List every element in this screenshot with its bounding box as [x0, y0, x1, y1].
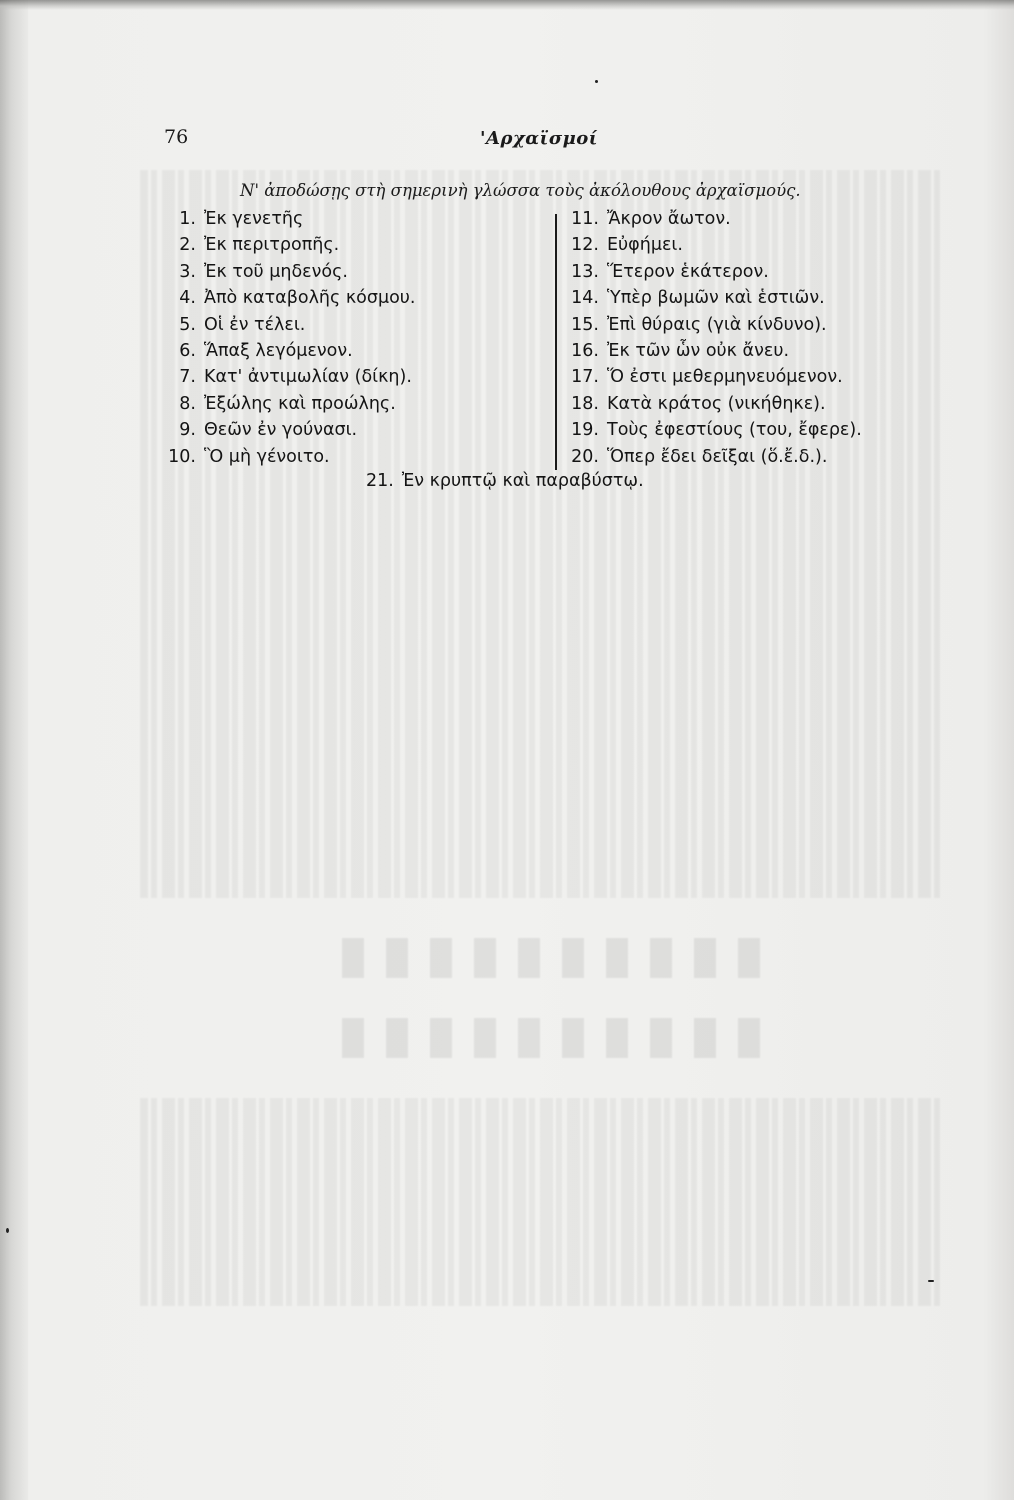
list-item-final	[366, 471, 644, 491]
list-item	[563, 391, 862, 417]
list-item	[160, 206, 416, 232]
item-text: Κατὰ κράτος (νικήθηκε).	[607, 393, 826, 414]
item-text: Ἀπὸ καταβολῆς κόσμου.	[204, 288, 416, 309]
item-text: Τοὺς ἐφεστίους (του, ἔφερε).	[607, 420, 862, 441]
list-item	[563, 417, 862, 443]
item-text: Ἐν κρυπτῷ καὶ παραβύστῳ.	[401, 471, 644, 491]
item-number: 1.	[179, 209, 196, 229]
item-text: Εὐφήμει.	[607, 235, 683, 256]
print-speck	[928, 1280, 934, 1282]
item-number: 16.	[571, 341, 599, 362]
item-number: 6.	[179, 341, 196, 362]
item-text: Ἅπαξ λεγόμενον.	[204, 341, 353, 362]
item-number: 9.	[179, 420, 196, 441]
item-number: 4.	[179, 288, 196, 309]
list-item	[160, 232, 416, 258]
item-number: 19.	[571, 420, 599, 441]
items-right-column	[563, 206, 862, 470]
column-divider	[555, 214, 557, 470]
list-item	[563, 285, 862, 311]
page-number: 76	[164, 126, 189, 148]
item-text: Ἕτερον ἑκάτερον.	[607, 261, 769, 282]
list-item	[563, 232, 862, 258]
item-text: Ἐκ περιτροπῆς.	[204, 235, 340, 256]
list-item	[160, 338, 416, 364]
item-number: 21.	[366, 471, 394, 491]
item-text: Κατ' ἀντιμωλίαν (δίκη).	[204, 367, 412, 388]
running-title: 'Αρχαϊσμοί	[480, 128, 599, 149]
list-item	[563, 338, 862, 364]
list-item	[160, 259, 416, 285]
item-number: 3.	[179, 261, 196, 282]
list-item	[563, 444, 862, 470]
item-number: 18.	[571, 393, 599, 414]
item-number: 12.	[571, 235, 599, 256]
list-item	[563, 259, 862, 285]
item-number: 2.	[179, 235, 196, 256]
list-item	[563, 364, 862, 390]
item-number: 17.	[571, 367, 599, 388]
page-top-edge-shadow	[0, 0, 1014, 10]
item-text: Ὑπὲρ βωμῶν καὶ ἑστιῶν.	[607, 288, 825, 309]
print-speck	[595, 80, 598, 83]
list-item	[160, 285, 416, 311]
list-item	[563, 206, 862, 232]
item-text: Ἄκρον ἄωτον.	[607, 209, 731, 229]
print-speck	[6, 1228, 9, 1233]
list-item	[160, 312, 416, 338]
item-number: 20.	[571, 446, 599, 467]
item-text: Ὅ ἐστι μεθερμηνευόμενον.	[607, 367, 843, 388]
item-text: Ὃ μὴ γένοιτο.	[204, 446, 330, 467]
list-item	[160, 391, 416, 417]
item-number: 5.	[179, 314, 196, 335]
list-item	[563, 312, 862, 338]
item-number: 14.	[571, 288, 599, 309]
list-item	[160, 417, 416, 443]
item-text: Ἐπὶ θύραις (γιὰ κίνδυνο).	[607, 314, 827, 335]
item-number: 8.	[179, 393, 196, 414]
item-number: 10.	[168, 446, 196, 467]
exercise-instruction: Ν' ἀποδώσῃς στὴ σημερινὴ γλώσσα τοὺς ἀκόλουθους ἀρχαϊσμούς.	[240, 181, 801, 200]
item-text: Ἐκ τοῦ μηδενός.	[204, 261, 348, 282]
list-item	[160, 444, 416, 470]
item-number: 13.	[571, 261, 599, 282]
item-text: Ὅπερ ἔδει δεῖξαι (ὅ.ἔ.δ.).	[607, 446, 828, 467]
item-number: 11.	[571, 209, 599, 229]
item-number: 15.	[571, 314, 599, 335]
list-item	[160, 364, 416, 390]
item-text: Ἐξώλης καὶ προώλης.	[204, 393, 396, 414]
item-text: Θεῶν ἐν γούνασι.	[204, 420, 358, 441]
item-text: Ἐκ τῶν ὧν οὐκ ἄνευ.	[607, 341, 790, 362]
item-text: Οἱ ἐν τέλει.	[204, 314, 306, 335]
item-text: Ἐκ γενετῆς	[204, 209, 304, 229]
item-number: 7.	[179, 367, 196, 388]
page-left-edge-shadow	[0, 0, 28, 1500]
items-left-column	[160, 206, 416, 470]
